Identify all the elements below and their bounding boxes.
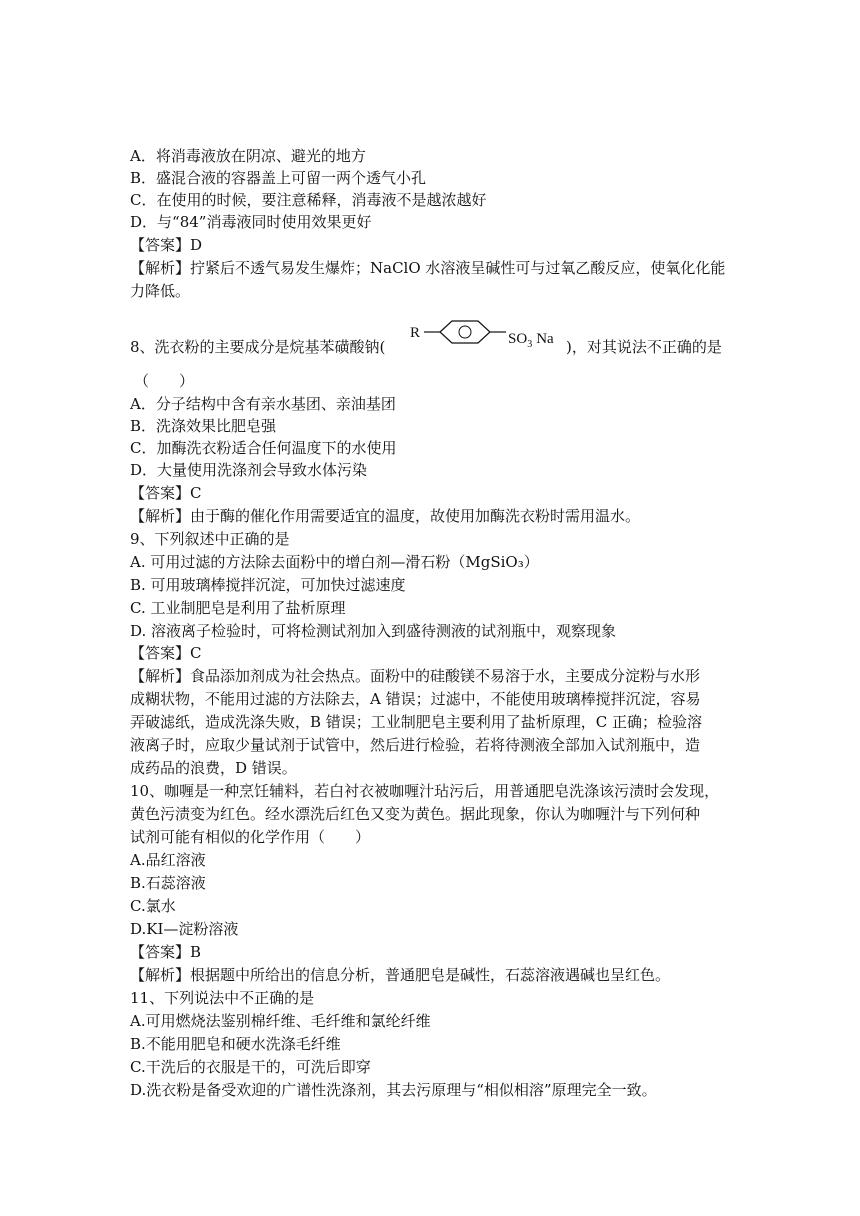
q7-analysis-line1: 【解析】拧紧后不透气易发生爆炸；NaClO 水溶液呈碱性可与过氧乙酸反应，使氧化化能 bbox=[130, 259, 726, 277]
q9-option-a: A. 可用过滤的方法除去面粉中的增白剂—滑石粉（MgSiO₃） bbox=[130, 553, 539, 571]
q8-answer: 【答案】C bbox=[130, 484, 202, 502]
structure-so3-label: $SO_3$ Na bbox=[508, 331, 554, 350]
q11-stem: 11、下列说法中不正确的是 bbox=[130, 989, 315, 1007]
q10-option-d: D.KI—淀粉溶液 bbox=[130, 920, 239, 938]
q10-option-a: A.品红溶液 bbox=[130, 851, 206, 869]
structure-r-label: R bbox=[410, 325, 421, 341]
q8-analysis: 【解析】由于酶的催化作用需要适宜的温度，故使用加酶洗衣粉时需用温水。 bbox=[130, 507, 641, 525]
q10-stem-line1: 10、咖喱是一种烹饪辅料，若白衬衣被咖喱汁玷污后，用普通肥皂洗涤该污渍时会发现， bbox=[130, 782, 720, 800]
q7-analysis-line2: 力降低。 bbox=[130, 282, 191, 300]
q7-option-c: C．在使用的时候，要注意稀释，消毒液不是越浓越好 bbox=[130, 191, 487, 209]
q9-analysis-line5: 成药品的浪费，D 错误。 bbox=[130, 759, 297, 777]
benzene-ring bbox=[440, 321, 490, 343]
q7-option-b: B．盛混合液的容器盖上可留一两个透气小孔 bbox=[130, 169, 427, 187]
q10-stem-line2: 黄色污渍变为红色。经水漂洗后红色又变为黄色。据此现象，你认为咖喱汁与下列何种 bbox=[130, 805, 701, 823]
q8-answer-blank: （ ） bbox=[134, 372, 195, 390]
q9-analysis-line2: 成糊状物，不能用过滤的方法除去，A 错误；过滤中，不能使用玻璃棒搅拌沉淀，容易 bbox=[130, 690, 701, 708]
q10-answer: 【答案】B bbox=[130, 943, 202, 961]
q10-option-b: B.石蕊溶液 bbox=[130, 874, 206, 892]
q9-analysis-line3: 弄破滤纸，造成洗涤失败，B 错误；工业制肥皂主要利用了盐析原理，C 正确；检验溶 bbox=[130, 713, 703, 731]
q9-analysis-line4: 液离子时，应取少量试剂于试管中，然后进行检验，若将待测液全部加入试剂瓶中，造 bbox=[130, 736, 701, 754]
q7-answer: 【答案】D bbox=[130, 236, 203, 254]
q9-option-c: C. 工业制肥皂是利用了盐析原理 bbox=[130, 599, 346, 617]
q10-stem-line3: 试剂可能有相似的化学作用（ ） bbox=[130, 828, 371, 846]
benzene-ring-circle bbox=[459, 326, 471, 338]
q8-option-a: A．分子结构中含有亲水基团、亲油基团 bbox=[130, 395, 396, 413]
q8-option-c: C．加酶洗衣粉适合任何温度下的水使用 bbox=[130, 439, 397, 457]
q9-option-b: B. 可用玻璃棒搅拌沉淀，可加快过滤速度 bbox=[130, 576, 406, 594]
q10-option-c: C.氯水 bbox=[130, 897, 176, 915]
q8-option-b: B．洗涤效果比肥皂强 bbox=[130, 417, 277, 435]
q7-option-a: A．将消毒液放在阴凉、避光的地方 bbox=[130, 147, 366, 165]
q11-option-c: C.干洗后的衣服是干的，可洗后即穿 bbox=[130, 1058, 371, 1076]
q11-option-b: B.不能用肥皂和硬水洗涤毛纤维 bbox=[130, 1035, 341, 1053]
q9-option-d: D. 溶液离子检验时，可将检测试剂加入到盛待测液的试剂瓶中，观察现象 bbox=[130, 622, 617, 640]
q11-option-a: A.可用燃烧法鉴别棉纤维、毛纤维和氯纶纤维 bbox=[130, 1012, 431, 1030]
q8-stem-end: )，对其说法不正确的是 bbox=[566, 338, 722, 356]
q8-option-d: D．大量使用洗涤剂会导致水体污染 bbox=[130, 461, 368, 479]
q8-stem-start: 8、洗衣粉的主要成分是烷基苯磺酸钠( bbox=[130, 338, 386, 356]
q9-analysis-line1: 【解析】食品添加剂成为社会热点。面粉中的硅酸镁不易溶于水，主要成分淀粉与水形 bbox=[130, 667, 701, 685]
q11-option-d: D.洗衣粉是备受欢迎的广谱性洗涤剂，其去污原理与“相似相溶”原理完全一致。 bbox=[130, 1081, 657, 1099]
alkylbenzene-sulfonate-structure bbox=[408, 313, 564, 363]
q7-option-d: D．与“84”消毒液同时使用效果更好 bbox=[130, 213, 372, 231]
q9-stem: 9、下列叙述中正确的是 bbox=[130, 530, 290, 548]
q10-analysis: 【解析】根据题中所给出的信息分析，普通肥皂是碱性，石蕊溶液遇碱也呈红色。 bbox=[130, 966, 671, 984]
q9-answer: 【答案】C bbox=[130, 644, 202, 662]
